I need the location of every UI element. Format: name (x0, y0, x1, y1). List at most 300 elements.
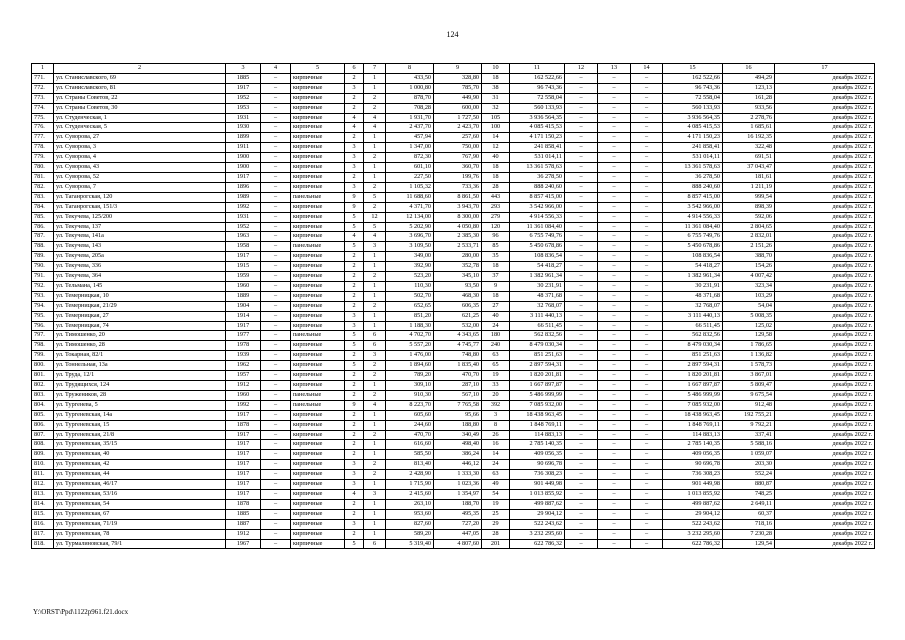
table-cell: 2 (345, 272, 364, 282)
table-cell: – (565, 242, 598, 252)
table-cell: – (631, 143, 663, 153)
table-cell: декабрь 2022 г. (775, 222, 875, 232)
table-cell: 797. (32, 331, 54, 341)
table-cell: 1917 (226, 321, 261, 331)
table-cell: 2 (345, 430, 364, 440)
table-cell: 622 786,32 (663, 539, 723, 549)
table-cell: 1900 (226, 163, 261, 173)
table-cell: 3 (364, 489, 386, 499)
table-cell: 38 (482, 83, 510, 93)
table-cell: 4 807,60 (434, 539, 482, 549)
table-cell: – (631, 242, 663, 252)
table-cell: 5 (364, 222, 386, 232)
table-cell: – (565, 480, 598, 490)
table-cell: 392,90 (386, 262, 434, 272)
table-cell: 1 (364, 143, 386, 153)
table-cell: ул. Тургеневская, 40 (54, 450, 226, 460)
footer-file-path: Y:\ORST\Ppd\1122p961.f21.docx (33, 608, 129, 616)
table-cell: 2 (345, 133, 364, 143)
table-cell: 933,56 (723, 103, 775, 113)
table-cell: 5 (364, 192, 386, 202)
table-cell: 409 056,35 (663, 450, 723, 460)
table-cell: 601,10 (386, 163, 434, 173)
table-cell: 585,50 (386, 450, 434, 460)
table-cell: 1900 (226, 153, 261, 163)
table-cell: 799. (32, 351, 54, 361)
table-cell: – (598, 470, 631, 480)
table-cell: – (565, 489, 598, 499)
table-cell: 18 (482, 262, 510, 272)
table-cell: 9 792,21 (723, 420, 775, 430)
table-cell: 2 (345, 351, 364, 361)
table-cell: декабрь 2022 г. (775, 341, 875, 351)
table-cell: кирпичные (291, 301, 345, 311)
table-cell: – (598, 163, 631, 173)
table-cell: – (631, 212, 663, 222)
table-cell: 388,70 (723, 252, 775, 262)
table-cell: 2 (345, 301, 364, 311)
table-cell: 2 (345, 509, 364, 519)
table-cell: 5 486 999,99 (510, 390, 565, 400)
table-cell: 11 361 084,40 (510, 222, 565, 232)
table-cell: ул. Темерницкая, 10 (54, 291, 226, 301)
table-row (32, 172, 875, 182)
table-cell: – (261, 331, 291, 341)
table-cell: кирпичные (291, 440, 345, 450)
table-cell: кирпичные (291, 182, 345, 192)
table-cell: – (565, 83, 598, 93)
table-cell: 773. (32, 93, 54, 103)
column-header: 10 (482, 64, 510, 74)
table-cell: 7 765,58 (434, 400, 482, 410)
table-cell: – (598, 410, 631, 420)
table-cell: кирпичные (291, 361, 345, 371)
table-cell: кирпичные (291, 153, 345, 163)
table-cell: 777. (32, 133, 54, 143)
table-cell: – (261, 440, 291, 450)
table-cell: – (565, 143, 598, 153)
table-cell: 85 (482, 242, 510, 252)
table-cell: – (631, 222, 663, 232)
table-cell: 6 (364, 331, 386, 341)
table-cell: ул. Текучева, 143 (54, 242, 226, 252)
table-cell: 1896 (226, 182, 261, 192)
table-cell: 2 (364, 390, 386, 400)
table-cell: 29 904,12 (663, 509, 723, 519)
table-cell: 6 755 749,76 (510, 232, 565, 242)
table-cell: ул. Темерницкая, 74 (54, 321, 226, 331)
table-cell: 1 820 201,81 (510, 371, 565, 381)
table-cell: – (565, 321, 598, 331)
table-cell: 32 768,07 (510, 301, 565, 311)
table-cell: 5 486 999,99 (663, 390, 723, 400)
table-cell: – (631, 450, 663, 460)
table-cell: – (565, 123, 598, 133)
table-cell: 2 (345, 381, 364, 391)
table-cell: – (261, 450, 291, 460)
table-cell: 817. (32, 529, 54, 539)
table-cell: 3 (345, 321, 364, 331)
table-cell: 31 (482, 93, 510, 103)
table-cell: кирпичные (291, 529, 345, 539)
table-cell: 468,30 (434, 291, 482, 301)
table-cell: 2 (345, 420, 364, 430)
table-cell: 3 867,01 (723, 371, 775, 381)
table-cell: панельные (291, 400, 345, 410)
table-cell: – (598, 103, 631, 113)
table-cell: 6 755 749,76 (663, 232, 723, 242)
table-cell: – (631, 509, 663, 519)
table-cell: – (598, 499, 631, 509)
table-cell: 3 943,70 (434, 202, 482, 212)
table-cell: 162 522,66 (663, 73, 723, 83)
table-cell: 5 (345, 331, 364, 341)
table-cell: 1 (364, 172, 386, 182)
table-cell: 4 050,80 (434, 222, 482, 232)
table-cell: – (261, 480, 291, 490)
table-row (32, 192, 875, 202)
table-cell: 470,70 (386, 430, 434, 440)
table-cell: – (598, 73, 631, 83)
table-cell: – (631, 272, 663, 282)
table-cell: 96 743,36 (663, 83, 723, 93)
table-cell: 748,80 (434, 351, 482, 361)
table-cell: декабрь 2022 г. (775, 351, 875, 361)
table-cell: 8 (482, 420, 510, 430)
table-cell: 4 (345, 232, 364, 242)
table-cell: ул. Студенческая, 5 (54, 123, 226, 133)
table-cell: 772. (32, 83, 54, 93)
table-cell: 29 904,12 (510, 509, 565, 519)
table-row (32, 123, 875, 133)
table-cell: 9 (345, 202, 364, 212)
table-cell: – (565, 470, 598, 480)
table-cell: 1917 (226, 440, 261, 450)
column-header: 3 (226, 64, 261, 74)
table-row (32, 133, 875, 143)
table-cell: 28 (482, 182, 510, 192)
table-cell: 30 231,91 (663, 281, 723, 291)
table-cell: – (598, 341, 631, 351)
table-cell: – (565, 361, 598, 371)
table-cell: декабрь 2022 г. (775, 272, 875, 282)
table-cell: кирпичные (291, 470, 345, 480)
table-cell: 4 (345, 123, 364, 133)
table-cell: 199,76 (434, 172, 482, 182)
table-cell: – (598, 390, 631, 400)
table-cell: – (565, 351, 598, 361)
table-cell: 1917 (226, 252, 261, 262)
table-cell: панельные (291, 192, 345, 202)
table-cell: – (631, 232, 663, 242)
table-cell: – (261, 351, 291, 361)
table-cell: 1952 (226, 93, 261, 103)
table-cell: 1 188,30 (386, 321, 434, 331)
table-cell: 888 240,60 (663, 182, 723, 192)
table-cell: 2 437,70 (386, 123, 434, 133)
table-cell: 708,28 (386, 103, 434, 113)
table-cell: 532,00 (434, 321, 482, 331)
table-cell: – (631, 301, 663, 311)
table-row (32, 371, 875, 381)
table-cell: 66 511,45 (663, 321, 723, 331)
table-cell: – (565, 291, 598, 301)
table-cell: кирпичные (291, 519, 345, 529)
table-cell: ул. Тельмана, 145 (54, 281, 226, 291)
table-cell: – (565, 262, 598, 272)
table-cell: 5 557,20 (386, 341, 434, 351)
table-cell: 2 (345, 281, 364, 291)
table-cell: ул. Суворова, 3 (54, 143, 226, 153)
table-cell: 90 696,78 (510, 460, 565, 470)
table-cell: – (565, 341, 598, 351)
table-cell: ул. Суворова, 7 (54, 182, 226, 192)
table-cell: 1953 (226, 103, 261, 113)
table-cell: декабрь 2022 г. (775, 450, 875, 460)
table-cell: – (631, 499, 663, 509)
table-cell: – (598, 123, 631, 133)
table-cell: 25 (482, 509, 510, 519)
table-cell: 499 887,62 (510, 499, 565, 509)
table-cell: – (598, 331, 631, 341)
table-cell: 522 243,62 (663, 519, 723, 529)
table-cell: 60,37 (723, 509, 775, 519)
table-cell: – (565, 281, 598, 291)
table-cell: ул. Текучева, 336 (54, 262, 226, 272)
table-cell: – (598, 450, 631, 460)
table-cell: 872,30 (386, 153, 434, 163)
table-cell: – (598, 192, 631, 202)
table-cell: 2 (364, 361, 386, 371)
table-cell: – (261, 371, 291, 381)
table-cell: 36 278,50 (663, 172, 723, 182)
table-cell: 1930 (226, 123, 261, 133)
table-cell: 54 418,27 (510, 262, 565, 272)
table-cell: 293 (482, 202, 510, 212)
table-cell: декабрь 2022 г. (775, 182, 875, 192)
table-cell: – (631, 470, 663, 480)
table-cell: 1 105,32 (386, 182, 434, 192)
table-cell: 2 (345, 390, 364, 400)
table-cell: 114 883,13 (510, 430, 565, 440)
table-cell: 736 308,23 (663, 470, 723, 480)
table-cell: 32 (482, 103, 510, 113)
table-cell: 2 (364, 103, 386, 113)
table-cell: 522 243,62 (510, 519, 565, 529)
table-row (32, 281, 875, 291)
table-cell: 352,78 (434, 262, 482, 272)
table-cell: 1 013 855,92 (663, 489, 723, 499)
table-cell: 3 (345, 480, 364, 490)
table-cell: – (631, 430, 663, 440)
table-cell: 13 361 578,63 (663, 163, 723, 173)
table-cell: 808. (32, 440, 54, 450)
table-cell: 2 (345, 440, 364, 450)
table-cell: 110,30 (386, 281, 434, 291)
table-row (32, 489, 875, 499)
table-cell: 161,28 (723, 93, 775, 103)
table-cell: – (631, 113, 663, 123)
table-cell: 1 931,70 (386, 113, 434, 123)
table-cell: 775. (32, 113, 54, 123)
table-cell: кирпичные (291, 499, 345, 509)
table-cell: 8 479 030,34 (663, 341, 723, 351)
table-cell: – (565, 113, 598, 123)
table-cell: 767,90 (434, 153, 482, 163)
table-cell: 48 371,68 (510, 291, 565, 301)
table-cell: 622 786,32 (510, 539, 565, 549)
table-cell: – (565, 172, 598, 182)
table-cell: – (631, 390, 663, 400)
table-cell: 392 (482, 400, 510, 410)
table-cell: – (261, 430, 291, 440)
table-cell: 2 (345, 252, 364, 262)
table-row (32, 182, 875, 192)
table-cell: 19 (482, 371, 510, 381)
table-cell: декабрь 2022 г. (775, 410, 875, 420)
table-cell: 1885 (226, 73, 261, 83)
table-cell: – (261, 172, 291, 182)
table-cell: – (631, 361, 663, 371)
table-cell: 562 832,56 (510, 331, 565, 341)
table-cell: декабрь 2022 г. (775, 83, 875, 93)
table-cell: – (565, 182, 598, 192)
table-cell: 1931 (226, 212, 261, 222)
table-cell: – (565, 430, 598, 440)
table-cell: – (631, 153, 663, 163)
table-cell: 1992 (226, 400, 261, 410)
table-cell: 5 588,16 (723, 440, 775, 450)
table-cell: – (598, 222, 631, 232)
table-cell: 2 804,65 (723, 222, 775, 232)
table-cell: 1911 (226, 143, 261, 153)
table-cell: 328,80 (434, 73, 482, 83)
table-cell: декабрь 2022 г. (775, 262, 875, 272)
table-cell: ул. Таганрогская, 120 (54, 192, 226, 202)
table-cell: 4 171 150,23 (510, 133, 565, 143)
table-cell: 5 450 678,86 (663, 242, 723, 252)
table-cell: – (631, 311, 663, 321)
table-cell: 1 (364, 83, 386, 93)
table-cell: 4 (364, 123, 386, 133)
table-cell: 1 000,80 (386, 83, 434, 93)
table-cell: 65 (482, 361, 510, 371)
table-cell: 90 696,78 (663, 460, 723, 470)
table-cell: 54 418,27 (663, 262, 723, 272)
table-cell: ул. Суворова, 4 (54, 153, 226, 163)
table-cell: ул. Трудящихся, 124 (54, 381, 226, 391)
table-cell: ул. Тургеневская, 21/8 (54, 430, 226, 440)
table-cell: – (565, 311, 598, 321)
table-cell: 782. (32, 182, 54, 192)
table-cell: 1914 (226, 311, 261, 321)
table-cell: 2 533,71 (434, 242, 482, 252)
table-cell: – (261, 272, 291, 282)
table-row (32, 450, 875, 460)
table-cell: – (565, 440, 598, 450)
table-cell: 1899 (226, 133, 261, 143)
table-cell: декабрь 2022 г. (775, 460, 875, 470)
table-cell: 567,10 (434, 390, 482, 400)
table-cell: ул. Таганрогская, 151/3 (54, 202, 226, 212)
table-cell: декабрь 2022 г. (775, 519, 875, 529)
table-cell: – (631, 182, 663, 192)
table-cell: ул. Тургеневская, 44 (54, 470, 226, 480)
table-cell: 531 014,11 (510, 153, 565, 163)
table-cell: 851,20 (386, 311, 434, 321)
table-cell: декабрь 2022 г. (775, 381, 875, 391)
table-cell: 1917 (226, 460, 261, 470)
table-cell: 498,40 (434, 440, 482, 450)
table-cell: – (565, 420, 598, 430)
table-cell: 360,70 (434, 163, 482, 173)
table-cell: – (565, 450, 598, 460)
table-cell: 8 857 415,00 (510, 192, 565, 202)
page-number: 124 (446, 30, 459, 39)
table-cell: 6 (364, 539, 386, 549)
table-cell: 795. (32, 311, 54, 321)
table-cell: – (631, 262, 663, 272)
table-row (32, 430, 875, 440)
table-cell: кирпичные (291, 509, 345, 519)
table-cell: 7 085 932,00 (510, 400, 565, 410)
table-cell: кирпичные (291, 480, 345, 490)
table-cell: – (598, 420, 631, 430)
table-cell: 1917 (226, 430, 261, 440)
table-cell: 814. (32, 499, 54, 509)
table-cell: декабрь 2022 г. (775, 202, 875, 212)
column-header: 14 (631, 64, 663, 74)
table-cell: – (631, 172, 663, 182)
table-row (32, 272, 875, 282)
table-cell: 786. (32, 222, 54, 232)
table-cell: 552,24 (723, 470, 775, 480)
table-body (32, 73, 875, 549)
table-cell: 600,00 (434, 103, 482, 113)
table-cell: 736 308,23 (510, 470, 565, 480)
table-cell: – (565, 460, 598, 470)
table-cell: 16 192,35 (723, 133, 775, 143)
table-cell: 1917 (226, 83, 261, 93)
table-cell: 1960 (226, 281, 261, 291)
table-cell: 809. (32, 450, 54, 460)
table-row (32, 519, 875, 529)
table-cell: 778. (32, 143, 54, 153)
table-cell: кирпичные (291, 202, 345, 212)
table-cell: кирпичные (291, 83, 345, 93)
table-cell: – (598, 93, 631, 103)
table-cell: ул. Турмалиновская, 79/1 (54, 539, 226, 549)
table-cell: 446,12 (434, 460, 482, 470)
table-cell: декабрь 2022 г. (775, 470, 875, 480)
table-cell: 287,10 (434, 381, 482, 391)
table-cell: – (598, 321, 631, 331)
table-cell: 181,61 (723, 172, 775, 182)
table-cell: – (261, 301, 291, 311)
table-row (32, 311, 875, 321)
table-row (32, 153, 875, 163)
table-row (32, 232, 875, 242)
table-cell: 800. (32, 361, 54, 371)
table-cell: 63 (482, 470, 510, 480)
table-cell: 162 522,66 (510, 73, 565, 83)
table-cell: ул. Текучева, 141а (54, 232, 226, 242)
table-cell: 105 (482, 113, 510, 123)
table-cell: 1 013 855,92 (510, 489, 565, 499)
table-cell: 788. (32, 242, 54, 252)
table-cell: 531 014,11 (663, 153, 723, 163)
table-cell: 5 450 678,86 (510, 242, 565, 252)
